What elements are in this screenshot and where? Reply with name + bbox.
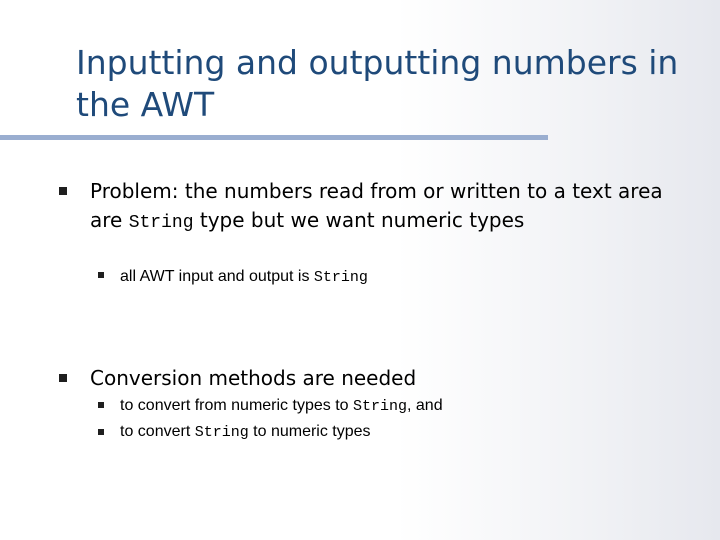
bullet-2-sub-2-code-string: String <box>194 424 249 441</box>
bullet-2-sub-1-part-2: , and <box>407 397 443 414</box>
bullet-1-sub-1-text <box>120 264 680 291</box>
bullet-2-sub-1-code-string: String <box>352 398 407 415</box>
bullet-1-text <box>90 177 680 238</box>
slide-title: Inputting and outputting numbers in the AWT <box>76 43 679 124</box>
bullet-2-sub-2-part-2: to numeric types <box>248 423 371 440</box>
bullet-2-sub-2-text <box>120 419 680 446</box>
bullet-1-text-part-2: type but we want numeric types <box>193 208 525 232</box>
sub-bullet-square-icon <box>98 272 104 278</box>
title-underline <box>0 135 548 140</box>
bullet-square-icon <box>59 374 67 382</box>
sub-bullet-square-icon <box>98 429 104 435</box>
bullet-2-sub-1-text <box>120 393 680 420</box>
bullet-2-text <box>90 364 680 393</box>
bullet-2-text-part-1: Conversion methods are needed <box>90 366 417 390</box>
bullet-1-sub-1-part-1: all AWT input and output is <box>120 268 314 285</box>
bullet-2-sub-2-part-1: to convert <box>120 423 195 440</box>
bullet-1-sub-1-code-string: String <box>313 269 368 286</box>
sub-bullet-square-icon <box>98 402 104 408</box>
bullet-1-text-part-1: Problem: the numbers read from or written to a text area are <box>90 179 663 232</box>
bullet-square-icon <box>59 187 67 195</box>
bullet-1-code-string: String <box>128 213 194 233</box>
bullet-2-sub-1-part-1: to convert from numeric types to <box>120 397 353 414</box>
